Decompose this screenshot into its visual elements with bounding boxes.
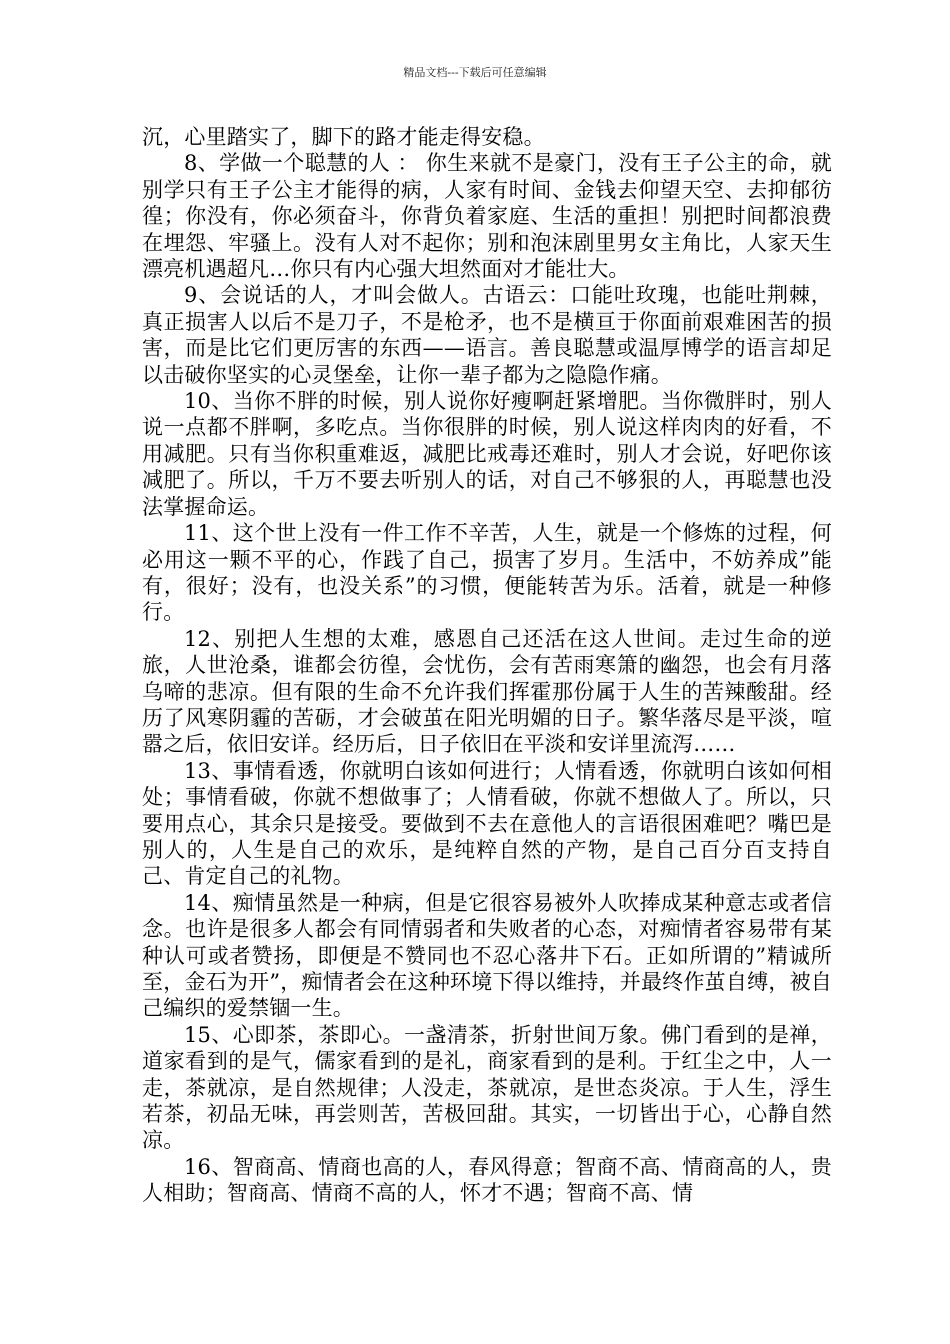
paragraph: 15、心即茶，茶即心。一盏清茶，折射世间万象。佛门看到的是禅，道家看到的是气，儒家看到的是礼，商家看到的是利。于红尘之中，人一走，茶就凉，是自然规律；人没走，茶就凉，是世态炎凉。于人生，浮生若茶，初品无味，再尝则苦，苦极回甜。其实，一切皆出于心，心静自然凉。: [142, 1022, 832, 1153]
paragraph: 11、这个世上没有一件工作不辛苦，人生，就是一个修炼的过程，何必用这一颗不平的心，作践了自己，损害了岁月。生活中，不妨养成”能有，很好；没有，也没关系”的习惯，便能转苦为乐。活着，就是一种修行。: [142, 521, 832, 625]
paragraph: 9、会说话的人，才叫会做人。古语云：口能吐玫瑰，也能吐荆棘，真正损害人以后不是刀子，不是枪矛，也不是横亘于你面前艰难困苦的损害，而是比它们更厉害的东西——语言。善良聪慧或温厚博学的语言却足以击破你坚实的心灵堡垒，让你一辈子都为之隐隐作痛。: [142, 283, 832, 387]
paragraph: 沉，心里踏实了，脚下的路才能走得安稳。: [142, 125, 545, 149]
paragraph: 8、学做一个聪慧的人 ： 你生来就不是豪门，没有王子公主的命，就别学只有王子公主才能得的病，人家有时间、金钱去仰望天空、去抑郁彷徨；你没有，你必须奋斗，你背负着家庭、生活的重担！别把时间都浪费在埋怨、牢骚上。没有人对不起你；别和泡沫剧里男女主角比，人家天生漂亮机遇超凡…你只有内心强大坦然面对才能壮大。: [142, 151, 832, 282]
page-header: 精品文档---下载后可任意编辑: [403, 66, 547, 79]
paragraph: 12、别把人生想的太难，感恩自己还活在这人世间。走过生命的逆旅，人世沧桑，谁都会彷徨，会忧伤，会有苦雨寒箫的幽怨，也会有月落乌啼的悲凉。但有限的生命不允许我们挥霍那份属于人生的苦辣酸甜。经历了风寒阴霾的苦砺，才会破茧在阳光明媚的日子。繁华落尽是平淡，喧嚣之后，依旧安详。经历后，日子依旧在平淡和安详里流泻……: [142, 626, 832, 757]
paragraph: 10、当你不胖的时候，别人说你好瘦啊赶紧增肥。当你微胖时，别人说一点都不胖啊，多吃点。当你很胖的时候，别人说这样肉肉的好看，不用减肥。只有当你积重难返，减肥比戒毒还难时，别人才会说，好吧你该减肥了。所以，千万不要去听别人的话，对自己不够狠的人，再聪慧也没法掌握命运。: [142, 389, 832, 519]
paragraph: 16、智商高、情商也高的人，春风得意；智商不高、情商高的人，贵人相助；智商高、情商不高的人，怀才不遇；智商不高、情: [142, 1154, 832, 1206]
document-body: [142, 124, 832, 1207]
paragraph: 14、痴情虽然是一种病，但是它很容易被外人吹捧成某种意志或者信念。也许是很多人都会有同情弱者和失败者的心态，对痴情者容易带有某种认可或者赞扬，即便是不赞同也不忍心落井下石。正如所谓的”精诚所至，金石为开”，痴情者会在这种环境下得以维持，并最终作茧自缚，被自己编织的爱禁锢一生。: [142, 890, 832, 1021]
paragraph: 13、事情看透，你就明白该如何进行；人情看透，你就明白该如何相处；事情看破，你就不想做事了；人情看破，你就不想做人了。所以，只要用点心，其余只是接受。要做到不去在意他人的言语很困难吧？嘴巴是别人的，人生是自己的欢乐，是纯粹自然的产物，是自己百分百支持自己、肯定自己的礼物。: [142, 758, 832, 889]
